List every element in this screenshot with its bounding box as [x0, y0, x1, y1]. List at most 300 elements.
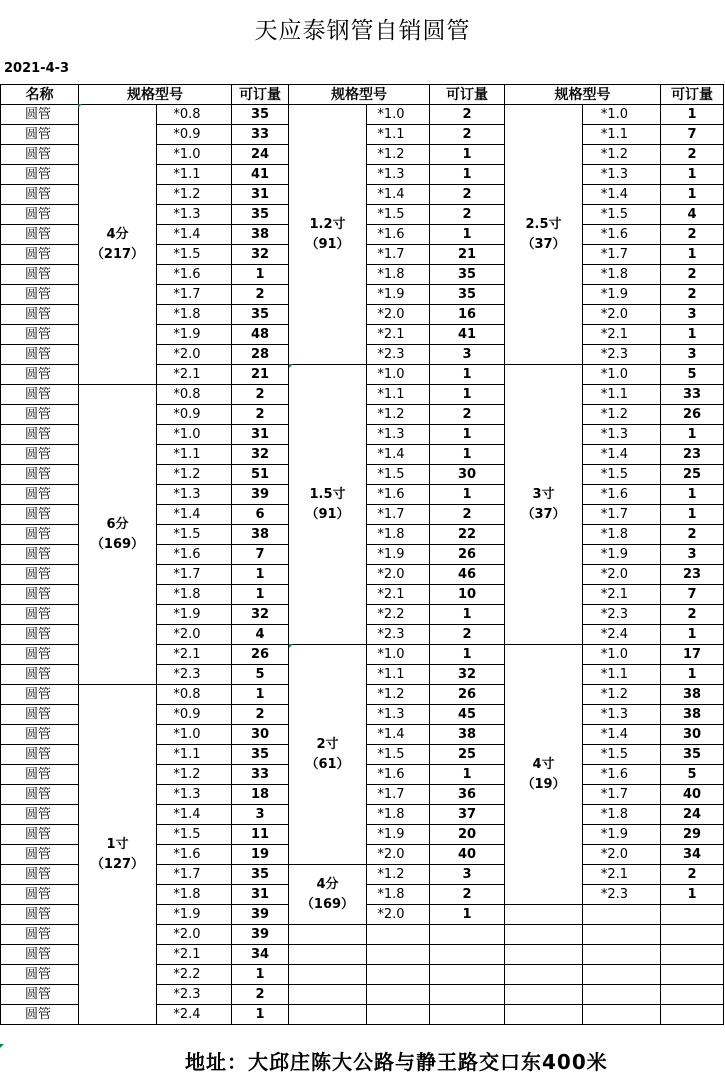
product-name-cell: 圆管: [1, 525, 79, 545]
qty-cell: 1: [430, 145, 505, 165]
product-name-cell: 圆管: [1, 505, 79, 525]
qty-cell: 35: [232, 305, 289, 325]
product-name-cell: 圆管: [1, 605, 79, 625]
spec-cell: *1.5: [157, 525, 232, 545]
size-group-label: 6分: [106, 516, 129, 532]
spec-cell: *1.9: [367, 285, 430, 305]
size-group-cell: [505, 365, 583, 645]
qty-cell: 1: [661, 245, 724, 265]
qty-cell: 2: [430, 105, 505, 125]
spec-cell: *1.4: [157, 505, 232, 525]
qty-cell: 28: [232, 345, 289, 365]
size-group-label: 4分: [106, 226, 129, 242]
size-group-cell: [79, 105, 157, 385]
product-name-cell: 圆管: [1, 165, 79, 185]
qty-cell: 3: [430, 865, 505, 885]
spec-cell: *1.9: [583, 545, 661, 565]
spec-cell: *1.5: [583, 745, 661, 765]
qty-cell: 1: [430, 765, 505, 785]
qty-cell: 3: [232, 805, 289, 825]
qty-cell: 35: [232, 105, 289, 125]
qty-cell: 1: [661, 505, 724, 525]
qty-cell: 1: [430, 225, 505, 245]
size-group-cell: [505, 105, 583, 365]
spec-cell: *1.6: [157, 845, 232, 865]
empty-cell: [583, 985, 661, 1005]
qty-cell: 1: [661, 105, 724, 125]
qty-cell: 1: [430, 365, 505, 385]
spec-cell: *1.7: [367, 785, 430, 805]
product-name-cell: 圆管: [1, 225, 79, 245]
qty-cell: 39: [232, 925, 289, 945]
page-title: 天应泰钢管自销圆管: [254, 18, 471, 44]
empty-cell: [583, 925, 661, 945]
empty-cell: [661, 965, 724, 985]
empty-cell: [505, 965, 583, 985]
qty-cell: 41: [232, 165, 289, 185]
qty-cell: 26: [232, 645, 289, 665]
spec-cell: *1.5: [367, 205, 430, 225]
product-name-cell: 圆管: [1, 745, 79, 765]
spec-cell: *1.4: [157, 225, 232, 245]
qty-cell: 2: [430, 405, 505, 425]
table-row: [1, 105, 724, 125]
qty-cell: 25: [430, 745, 505, 765]
spec-header: 规格型号: [289, 85, 430, 105]
qty-cell: 4: [232, 625, 289, 645]
spec-cell: *1.5: [583, 205, 661, 225]
empty-cell: [289, 925, 367, 945]
product-name-cell: 圆管: [1, 565, 79, 585]
product-name-cell: 圆管: [1, 785, 79, 805]
product-name-cell: 圆管: [1, 885, 79, 905]
spec-cell: *2.0: [367, 565, 430, 585]
product-name-cell: 圆管: [1, 185, 79, 205]
qty-cell: 31: [232, 885, 289, 905]
empty-cell: [661, 925, 724, 945]
spec-cell: *0.8: [157, 105, 232, 125]
spec-cell: *1.1: [157, 445, 232, 465]
spec-cell: *2.0: [157, 925, 232, 945]
spec-cell: *1.0: [583, 105, 661, 125]
qty-cell: 7: [661, 125, 724, 145]
spec-cell: *2.3: [157, 665, 232, 685]
qty-cell: 1: [430, 385, 505, 405]
qty-cell: 2: [661, 865, 724, 885]
qty-cell: 2: [232, 405, 289, 425]
product-name-cell: 圆管: [1, 685, 79, 705]
spec-cell: *1.7: [157, 565, 232, 585]
qty-cell: 5: [661, 765, 724, 785]
spec-cell: *2.3: [367, 345, 430, 365]
spec-cell: *1.9: [583, 285, 661, 305]
qty-cell: 34: [232, 945, 289, 965]
spec-cell: *2.1: [367, 325, 430, 345]
spec-cell: *1.2: [157, 465, 232, 485]
spec-cell: *1.3: [367, 705, 430, 725]
spec-cell: *1.2: [367, 865, 430, 885]
spec-cell: *1.8: [583, 265, 661, 285]
qty-cell: 38: [430, 725, 505, 745]
spec-cell: *1.8: [157, 305, 232, 325]
qty-cell: 23: [661, 565, 724, 585]
spec-cell: *1.3: [157, 785, 232, 805]
qty-cell: 2: [661, 605, 724, 625]
empty-cell: [505, 945, 583, 965]
spec-cell: *1.2: [367, 685, 430, 705]
spec-cell: *1.0: [367, 105, 430, 125]
spec-cell: *2.3: [157, 985, 232, 1005]
qty-cell: 35: [232, 745, 289, 765]
spec-cell: *2.0: [583, 305, 661, 325]
spec-cell: *2.4: [583, 625, 661, 645]
qty-cell: 35: [430, 265, 505, 285]
spec-cell: *2.4: [157, 1005, 232, 1025]
empty-cell: [505, 985, 583, 1005]
qty-cell: 33: [232, 765, 289, 785]
product-name-cell: 圆管: [1, 245, 79, 265]
size-group-label: 2.5寸: [525, 216, 562, 232]
product-name-cell: 圆管: [1, 725, 79, 745]
qty-cell: 35: [232, 865, 289, 885]
size-group-label: 1.5寸: [309, 486, 346, 502]
qty-cell: 2: [430, 125, 505, 145]
empty-cell: [430, 925, 505, 945]
qty-cell: 21: [430, 245, 505, 265]
qty-cell: 2: [661, 145, 724, 165]
cell-marker-icon: [78, 104, 82, 108]
product-name-cell: 圆管: [1, 425, 79, 445]
qty-cell: 10: [430, 585, 505, 605]
qty-cell: 1: [661, 885, 724, 905]
spec-header: 规格型号: [505, 85, 661, 105]
size-group-label: 1寸: [106, 836, 129, 852]
spec-cell: *1.5: [157, 245, 232, 265]
qty-cell: 1: [232, 1005, 289, 1025]
size-group-label: 3寸: [532, 486, 555, 502]
qty-cell: 3: [661, 545, 724, 565]
qty-cell: 23: [661, 445, 724, 465]
product-name-cell: 圆管: [1, 545, 79, 565]
spec-cell: *1.2: [157, 765, 232, 785]
qty-cell: 1: [430, 485, 505, 505]
product-name-cell: 圆管: [1, 765, 79, 785]
qty-cell: 31: [232, 425, 289, 445]
qty-cell: 5: [661, 365, 724, 385]
qty-cell: 1: [661, 665, 724, 685]
spec-cell: *1.9: [157, 605, 232, 625]
qty-cell: 19: [232, 845, 289, 865]
spec-cell: *1.4: [583, 445, 661, 465]
qty-cell: 1: [661, 485, 724, 505]
product-name-cell: 圆管: [1, 985, 79, 1005]
empty-cell: [505, 925, 583, 945]
qty-cell: 39: [232, 485, 289, 505]
spec-cell: *1.4: [583, 725, 661, 745]
empty-cell: [661, 1005, 724, 1025]
spec-header: 规格型号: [79, 85, 232, 105]
spec-cell: *0.8: [157, 685, 232, 705]
qty-cell: 37: [430, 805, 505, 825]
qty-cell: 2: [232, 285, 289, 305]
qty-cell: 2: [232, 705, 289, 725]
spec-cell: *1.9: [583, 825, 661, 845]
spec-cell: *1.7: [583, 245, 661, 265]
date-label: 2021-4-3: [4, 61, 70, 76]
spec-cell: *1.4: [367, 445, 430, 465]
qty-cell: 3: [430, 345, 505, 365]
spec-cell: *2.0: [157, 625, 232, 645]
qty-cell: 1: [232, 585, 289, 605]
empty-cell: [367, 965, 430, 985]
spec-cell: *1.7: [157, 865, 232, 885]
qty-header: 可订量: [661, 85, 724, 105]
spec-cell: *1.7: [583, 505, 661, 525]
qty-cell: 35: [661, 745, 724, 765]
spec-cell: *1.6: [157, 545, 232, 565]
product-name-cell: 圆管: [1, 105, 79, 125]
name-header: 名称: [1, 85, 79, 105]
qty-cell: 17: [661, 645, 724, 665]
spec-cell: *1.4: [583, 185, 661, 205]
product-name-cell: 圆管: [1, 305, 79, 325]
product-name-cell: 圆管: [1, 1005, 79, 1025]
spec-cell: *1.9: [157, 905, 232, 925]
spec-cell: *2.1: [583, 865, 661, 885]
qty-cell: 39: [232, 905, 289, 925]
product-name-cell: 圆管: [1, 705, 79, 725]
spec-cell: *1.2: [583, 685, 661, 705]
qty-cell: 1: [661, 185, 724, 205]
qty-cell: 1: [430, 645, 505, 665]
spec-cell: *1.5: [583, 465, 661, 485]
size-group-total: （91）: [305, 236, 350, 252]
qty-cell: 1: [232, 965, 289, 985]
spec-cell: *1.2: [157, 185, 232, 205]
spec-cell: *1.1: [583, 385, 661, 405]
qty-cell: 40: [661, 785, 724, 805]
spec-cell: *2.3: [367, 625, 430, 645]
spec-cell: *2.0: [367, 845, 430, 865]
spec-cell: *1.0: [583, 645, 661, 665]
size-group-total: （169）: [90, 536, 145, 552]
qty-cell: 2: [232, 385, 289, 405]
qty-cell: 22: [430, 525, 505, 545]
product-name-cell: 圆管: [1, 385, 79, 405]
qty-cell: 1: [661, 165, 724, 185]
spec-cell: *2.0: [367, 905, 430, 925]
spec-cell: *1.6: [367, 485, 430, 505]
qty-cell: 48: [232, 325, 289, 345]
empty-cell: [430, 945, 505, 965]
spec-cell: *1.2: [367, 405, 430, 425]
spec-cell: *1.3: [157, 485, 232, 505]
empty-cell: [367, 1005, 430, 1025]
qty-cell: 2: [430, 505, 505, 525]
size-group-cell: [289, 105, 367, 365]
cell-marker-icon: [0, 1044, 4, 1048]
product-name-cell: 圆管: [1, 145, 79, 165]
qty-cell: 3: [661, 305, 724, 325]
spec-cell: *1.0: [583, 365, 661, 385]
product-name-cell: 圆管: [1, 365, 79, 385]
spec-cell: *1.1: [583, 125, 661, 145]
qty-cell: 24: [232, 145, 289, 165]
qty-cell: 32: [232, 605, 289, 625]
spec-cell: *1.6: [583, 225, 661, 245]
product-name-cell: 圆管: [1, 285, 79, 305]
header-row: [1, 85, 724, 105]
size-group-label: 4分: [316, 876, 339, 892]
qty-cell: 34: [661, 845, 724, 865]
size-group-cell: [79, 385, 157, 685]
size-group-cell: [505, 645, 583, 905]
qty-cell: 40: [430, 845, 505, 865]
spec-cell: *1.2: [583, 145, 661, 165]
product-name-cell: 圆管: [1, 405, 79, 425]
qty-cell: 2: [661, 525, 724, 545]
qty-cell: 45: [430, 705, 505, 725]
qty-cell: 2: [232, 985, 289, 1005]
qty-cell: 2: [661, 225, 724, 245]
empty-cell: [367, 985, 430, 1005]
empty-cell: [661, 905, 724, 925]
empty-cell: [505, 905, 583, 925]
spec-cell: *1.6: [583, 765, 661, 785]
spec-cell: *1.1: [367, 385, 430, 405]
spec-cell: *1.4: [367, 185, 430, 205]
size-group-total: （91）: [305, 506, 350, 522]
qty-cell: 35: [430, 285, 505, 305]
spec-cell: *1.5: [367, 465, 430, 485]
size-group-cell: [289, 865, 367, 925]
product-name-cell: 圆管: [1, 205, 79, 225]
qty-cell: 1: [661, 325, 724, 345]
empty-cell: [367, 945, 430, 965]
inventory-table: [0, 84, 724, 1025]
size-group-total: （169）: [300, 896, 355, 912]
qty-cell: 51: [232, 465, 289, 485]
spec-cell: *1.8: [157, 885, 232, 905]
spec-cell: *1.4: [157, 805, 232, 825]
size-group-cell: [289, 645, 367, 865]
size-group-cell: [79, 685, 157, 1025]
product-name-cell: 圆管: [1, 905, 79, 925]
product-name-cell: 圆管: [1, 825, 79, 845]
empty-cell: [367, 925, 430, 945]
qty-cell: 1: [430, 905, 505, 925]
product-name-cell: 圆管: [1, 965, 79, 985]
product-name-cell: 圆管: [1, 445, 79, 465]
qty-cell: 38: [661, 705, 724, 725]
empty-cell: [289, 945, 367, 965]
qty-cell: 26: [661, 405, 724, 425]
spec-cell: *2.1: [157, 365, 232, 385]
spec-cell: *1.9: [367, 825, 430, 845]
qty-cell: 1: [232, 565, 289, 585]
spec-cell: *1.3: [367, 165, 430, 185]
qty-cell: 26: [430, 545, 505, 565]
product-name-cell: 圆管: [1, 325, 79, 345]
spec-cell: *2.2: [367, 605, 430, 625]
spec-cell: *1.5: [367, 745, 430, 765]
qty-cell: 30: [661, 725, 724, 745]
spec-cell: *0.8: [157, 385, 232, 405]
spec-cell: *2.3: [583, 605, 661, 625]
qty-cell: 16: [430, 305, 505, 325]
empty-cell: [430, 1005, 505, 1025]
spec-cell: *2.1: [157, 645, 232, 665]
qty-cell: 2: [661, 285, 724, 305]
qty-cell: 20: [430, 825, 505, 845]
product-name-cell: 圆管: [1, 265, 79, 285]
spec-cell: *0.9: [157, 405, 232, 425]
product-name-cell: 圆管: [1, 465, 79, 485]
cell-marker-icon: [289, 364, 293, 368]
cell-marker-icon: [289, 644, 293, 648]
spec-cell: *1.6: [367, 225, 430, 245]
spec-cell: *2.1: [367, 585, 430, 605]
spec-cell: *1.0: [157, 425, 232, 445]
product-name-cell: 圆管: [1, 645, 79, 665]
size-group-total: （37）: [521, 236, 566, 252]
spec-cell: *1.6: [367, 765, 430, 785]
spec-cell: *1.0: [157, 725, 232, 745]
qty-cell: 29: [661, 825, 724, 845]
product-name-cell: 圆管: [1, 845, 79, 865]
empty-cell: [289, 1005, 367, 1025]
spec-cell: *1.3: [157, 205, 232, 225]
spec-cell: *1.8: [157, 585, 232, 605]
qty-cell: 11: [232, 825, 289, 845]
empty-cell: [583, 965, 661, 985]
spec-cell: *0.9: [157, 705, 232, 725]
spec-cell: *2.1: [583, 325, 661, 345]
qty-cell: 24: [661, 805, 724, 825]
empty-cell: [661, 985, 724, 1005]
qty-cell: 33: [232, 125, 289, 145]
product-name-cell: 圆管: [1, 945, 79, 965]
qty-cell: 2: [661, 265, 724, 285]
spec-cell: *2.0: [157, 345, 232, 365]
product-name-cell: 圆管: [1, 585, 79, 605]
qty-cell: 31: [232, 185, 289, 205]
qty-cell: 7: [661, 585, 724, 605]
size-group-label: 1.2寸: [309, 216, 346, 232]
qty-cell: 1: [430, 165, 505, 185]
spec-cell: *1.8: [367, 885, 430, 905]
qty-cell: 1: [232, 685, 289, 705]
qty-cell: 2: [430, 885, 505, 905]
spec-cell: *1.9: [367, 545, 430, 565]
qty-cell: 32: [232, 245, 289, 265]
size-group-total: （37）: [521, 506, 566, 522]
spec-cell: *1.1: [157, 745, 232, 765]
spec-cell: *2.0: [367, 305, 430, 325]
spec-cell: *1.3: [367, 425, 430, 445]
spec-cell: *2.3: [583, 885, 661, 905]
size-group-total: （127）: [90, 856, 145, 872]
product-name-cell: 圆管: [1, 805, 79, 825]
size-group-total: （19）: [521, 776, 566, 792]
empty-cell: [289, 985, 367, 1005]
size-group-label: 4寸: [532, 756, 555, 772]
spec-cell: *1.0: [367, 645, 430, 665]
size-group-total: （61）: [305, 756, 350, 772]
empty-cell: [505, 1005, 583, 1025]
product-name-cell: 圆管: [1, 485, 79, 505]
qty-cell: 2: [430, 205, 505, 225]
